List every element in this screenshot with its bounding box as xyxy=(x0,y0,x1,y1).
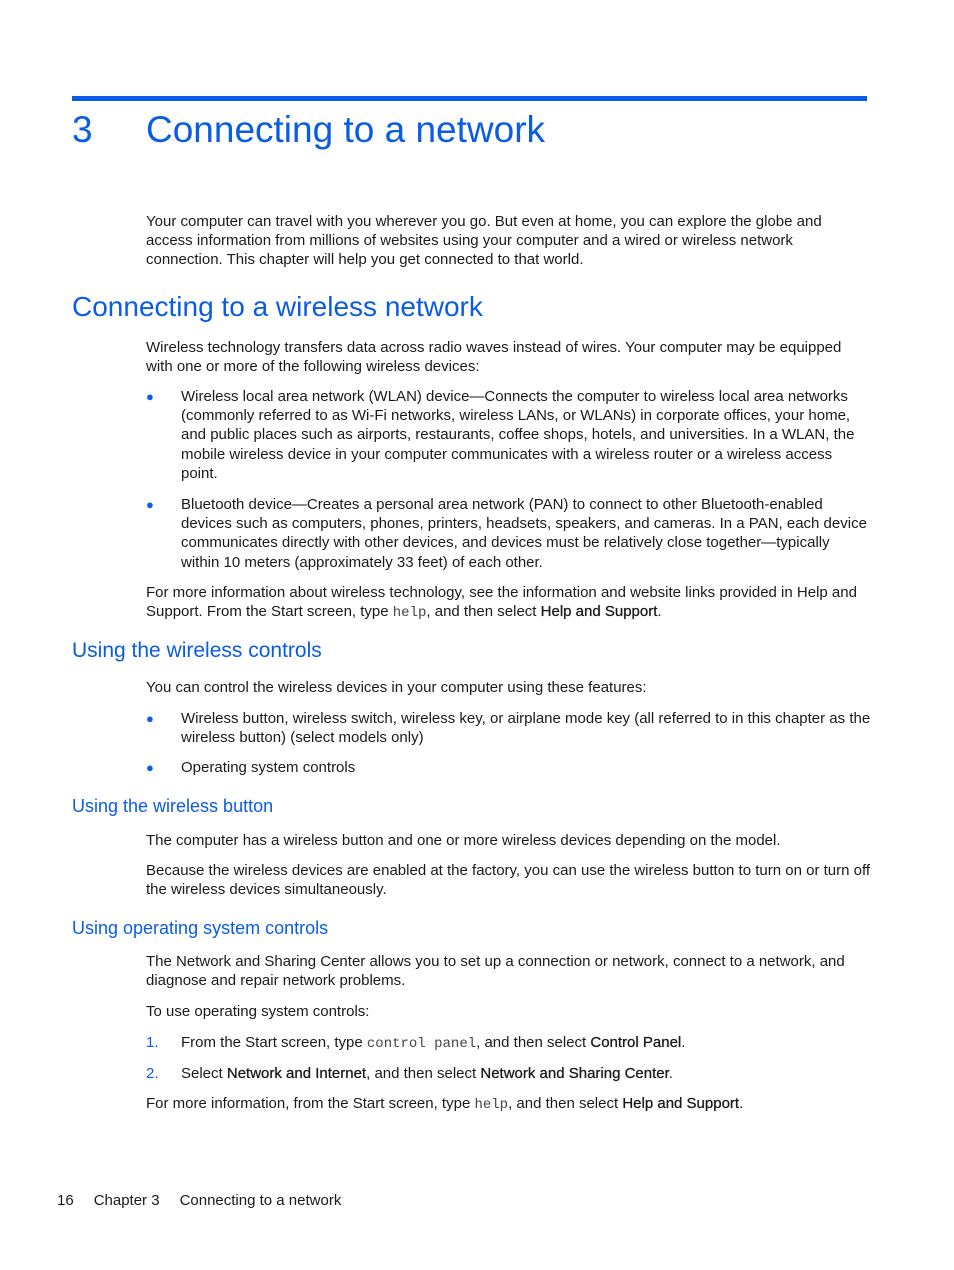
help-and-support-link[interactable]: Help and Support xyxy=(540,603,658,621)
section-heading-os: Using operating system controls xyxy=(72,918,329,938)
list-item xyxy=(146,709,871,747)
code-help: help xyxy=(474,1097,509,1113)
text-run: . xyxy=(657,603,662,621)
section-heading-button: Using the wireless button xyxy=(72,796,274,816)
numbered-step xyxy=(146,1033,871,1054)
text-run: , and then select xyxy=(476,1034,591,1051)
section-heading-wireless: Connecting to a wireless network xyxy=(72,291,483,322)
code-help: help xyxy=(392,605,427,622)
step-text xyxy=(181,1064,871,1083)
text-run: From the Start screen, type xyxy=(181,1034,367,1051)
text-run: , and then select xyxy=(508,1095,623,1112)
text-run: For more information about wireless technology, see the information and website links provided in Help and Support. From the Start screen, type xyxy=(146,584,857,621)
button-paragraph-1: The computer has a wireless button and one or more wireless devices depending on the model. xyxy=(146,832,781,849)
numbered-step xyxy=(146,1064,871,1083)
step-number: 2. xyxy=(146,1065,159,1082)
chapter-number: 3 xyxy=(72,109,93,150)
button-paragraph-2: Because the wireless devices are enabled at the factory, you can use the wireless button to turn on or turn off the wireless devices simultaneously. xyxy=(146,862,871,899)
text-run: . xyxy=(681,1034,686,1051)
wireless-intro: Wireless technology transfers data across radio waves instead of wires. Your computer may be equipped with one or more of the following wireless devices: xyxy=(146,339,842,376)
list-item-text: Bluetooth device—Creates a personal area network (PAN) to connect to other Bluetooth-enabled devices such as computers, phones, printers, headsets, speakers, and cameras. In a PAN, each device communicates directly with other devices, and devices must be relatively close together—typically within 10 meters (approximately 33 feet) of each other. xyxy=(181,496,867,571)
wireless-more-info xyxy=(146,583,871,623)
footer-title: Connecting to a network xyxy=(179,1192,342,1209)
intro-paragraph: Your computer can travel with you wherever you go. But even at home, you can explore the globe and access information from millions of websites using your computer and a wired or wireless network connection. This chapter will help you get connected to that world. xyxy=(146,213,822,269)
bullet-icon: ● xyxy=(146,711,154,726)
text-run: . xyxy=(739,1095,744,1112)
list-item-text: Operating system controls xyxy=(181,759,356,776)
list-item xyxy=(146,495,871,572)
footer-chapter: Chapter 3 xyxy=(93,1192,160,1209)
section-heading-controls: Using the wireless controls xyxy=(72,639,322,662)
text-run: Select xyxy=(181,1065,227,1082)
control-panel-link[interactable]: Control Panel xyxy=(590,1034,682,1051)
step-number: 1. xyxy=(146,1034,159,1051)
list-item-text: Wireless local area network (WLAN) device—Connects the computer to wireless local area networks (commonly referred to as Wi-Fi networks, wireless LANs, or WLANs) in corporate offices, your home, and public places such as airports, restaurants, coffee shops, hotels, and universities. In a WLAN, the mobile wireless device in your computer communicates with a wireless router or a wireless access point. xyxy=(181,388,855,482)
page-number: 16 xyxy=(57,1192,74,1209)
help-and-support-link[interactable]: Help and Support xyxy=(622,1095,740,1112)
os-paragraph-1: The Network and Sharing Center allows you to set up a connection or network, connect to a network, and diagnose and repair network problems. xyxy=(146,953,845,990)
bullet-icon: ● xyxy=(146,389,154,404)
chapter-rule xyxy=(72,96,867,101)
network-and-internet-link[interactable]: Network and Internet xyxy=(226,1065,367,1082)
chapter-title xyxy=(72,104,545,156)
bullet-icon: ● xyxy=(146,760,154,775)
chapter-title-text: Connecting to a network xyxy=(146,109,546,150)
page-footer xyxy=(57,1191,361,1210)
code-control-panel: control panel xyxy=(366,1036,477,1052)
text-run: , and then select xyxy=(366,1065,481,1082)
step-text xyxy=(181,1033,871,1054)
list-item xyxy=(146,387,871,483)
os-more-info xyxy=(146,1094,871,1115)
list-item xyxy=(146,758,871,777)
os-paragraph-2: To use operating system controls: xyxy=(146,1003,370,1020)
list-item-text: Wireless button, wireless switch, wireless key, or airplane mode key (all referred to in this chapter as the wireless button) (select models only) xyxy=(181,710,871,747)
text-run: , and then select xyxy=(426,603,541,621)
network-and-sharing-center-link[interactable]: Network and Sharing Center xyxy=(480,1065,669,1082)
controls-intro: You can control the wireless devices in your computer using these features: xyxy=(146,679,647,696)
bullet-icon: ● xyxy=(146,497,154,512)
text-run: For more information, from the Start screen, type xyxy=(146,1095,475,1112)
text-run: . xyxy=(668,1065,673,1082)
